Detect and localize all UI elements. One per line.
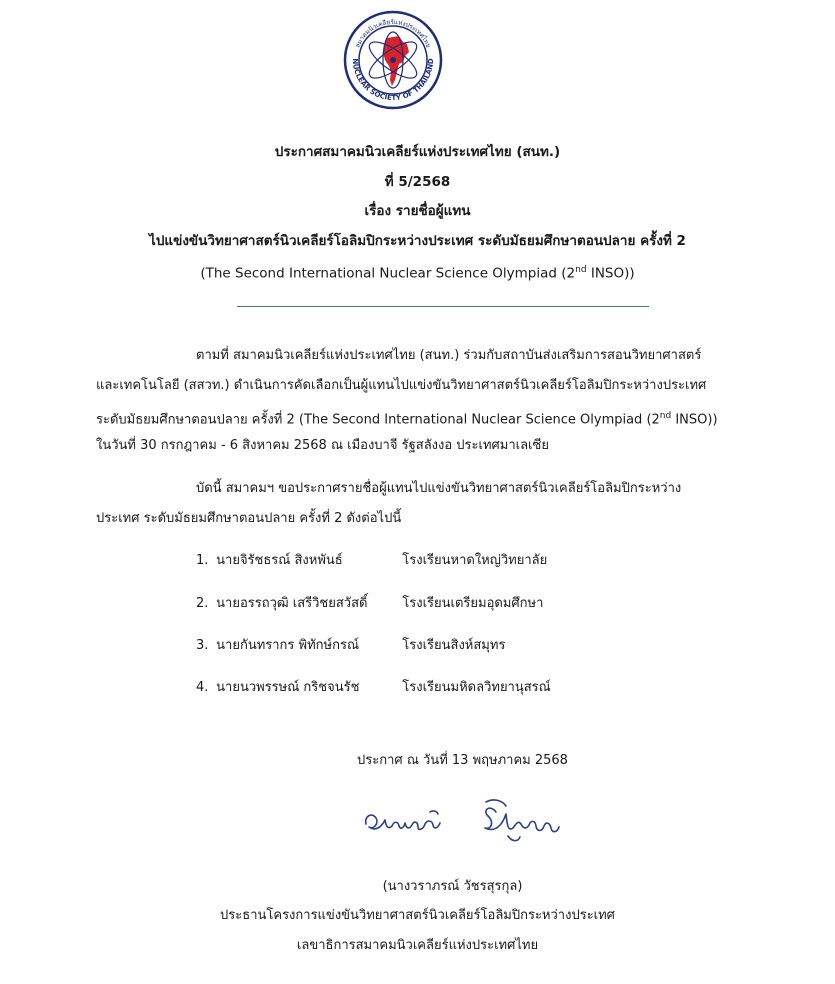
- announcement-subject: เรื่อง รายชื่อผู้แทน: [364, 203, 471, 219]
- signatory-name: (นางวราภรณ์ วัชรสุรกุล): [382, 879, 523, 894]
- list-item: [196, 636, 505, 656]
- paragraph-1-line-4: ในวันที่ 30 กรกฎาคม - 6 สิงหาคม 2568 ณ เมืองบาจี รัฐสลังงอ ประเทศมาเลเซีย: [96, 438, 549, 453]
- representative-school: โรงเรียนหาดใหญ่วิทยาลัย: [402, 553, 548, 568]
- paragraph-1-line-3: ระดับมัธยมศึกษาตอนปลาย ครั้งที่ 2 (The Second International Nuclear Science Olympiad (2nd INSO)): [96, 411, 718, 428]
- list-item: [196, 594, 543, 614]
- announcement-number: ที่ 5/2568: [384, 174, 451, 190]
- representative-name: นายนวพรรษณ์ กริชจนรัช: [216, 680, 360, 695]
- representative-name: นายจิรัชธรณ์ สิงหพันธ์: [216, 553, 343, 568]
- list-item-number: 3.: [196, 638, 209, 653]
- representative-name: นายกันทรากร พิทักษ์กรณ์: [216, 638, 360, 653]
- paragraph-1-line-1: ตามที่ สมาคมนิวเคลียร์แห่งประเทศไทย (สนท.) ร่วมกับสถาบันส่งเสริมการสอนวิทยาศาสตร์: [196, 348, 702, 363]
- list-item-number: 2.: [196, 596, 209, 611]
- signatory-position-1: ประธานโครงการแข่งขันวิทยาศาสตร์นิวเคลียร์โอลิมปิกระหว่างประเทศ: [220, 908, 615, 923]
- nuclear-society-logo: [343, 10, 443, 110]
- logo-ring-text: NUCLEAR SOCIETY OF THAILAND: [350, 58, 436, 103]
- announcement-date: ประกาศ ณ วันที่ 13 พฤษภาคม 2568: [357, 753, 568, 768]
- announcement-title: ประกาศสมาคมนิวเคลียร์แห่งประเทศไทย (สนท.): [274, 144, 561, 160]
- list-item-number: 1.: [196, 553, 209, 568]
- logo-top-text: สมาคมนิวเคลียร์แห่งประเทศไทย: [354, 18, 432, 49]
- representative-school: โรงเรียนเตรียมอุดมศึกษา: [402, 596, 544, 611]
- representative-school: โรงเรียนมหิดลวิทยานุสรณ์: [402, 680, 551, 695]
- paragraph-1-line-2: และเทคโนโลยี (สสวท.) ดำเนินการคัดเลือกเป็นผู้แทนไปแข่งขันวิทยาศาสตร์นิวเคลียร์โอลิมปิกระหว่างประเทศ: [96, 378, 707, 393]
- list-item-number: 4.: [196, 680, 209, 695]
- paragraph-2-line-2: ประเทศ ระดับมัธยมศึกษาตอนปลาย ครั้งที่ 2 ดังต่อไปนี้: [96, 511, 402, 526]
- representative-school: โรงเรียนสิงห์สมุทร: [402, 638, 506, 653]
- representative-name: นายอรรถวุฒิ เสรีวิชยสวัสดิ์: [216, 596, 368, 611]
- header-divider: [237, 306, 649, 307]
- announcement-english-subtitle: (The Second International Nuclear Science Olympiad (2nd INSO)): [200, 265, 635, 282]
- signature-image: [358, 790, 573, 850]
- list-item: [196, 678, 551, 698]
- paragraph-2-line-1: บัดนี้ สมาคมฯ ขอประกาศรายชื่อผู้แทนไปแข่งขันวิทยาศาสตร์นิวเคลียร์โอลิมปิกระหว่าง: [196, 481, 682, 496]
- signatory-position-2: เลขาธิการสมาคมนิวเคลียร์แห่งประเทศไทย: [296, 938, 539, 953]
- announcement-subject-detail: ไปแข่งขันวิทยาศาสตร์นิวเคลียร์โอลิมปิกระหว่างประเทศ ระดับมัธยมศึกษาตอนปลาย ครั้งที่ 2: [149, 233, 686, 249]
- list-item: [196, 551, 547, 571]
